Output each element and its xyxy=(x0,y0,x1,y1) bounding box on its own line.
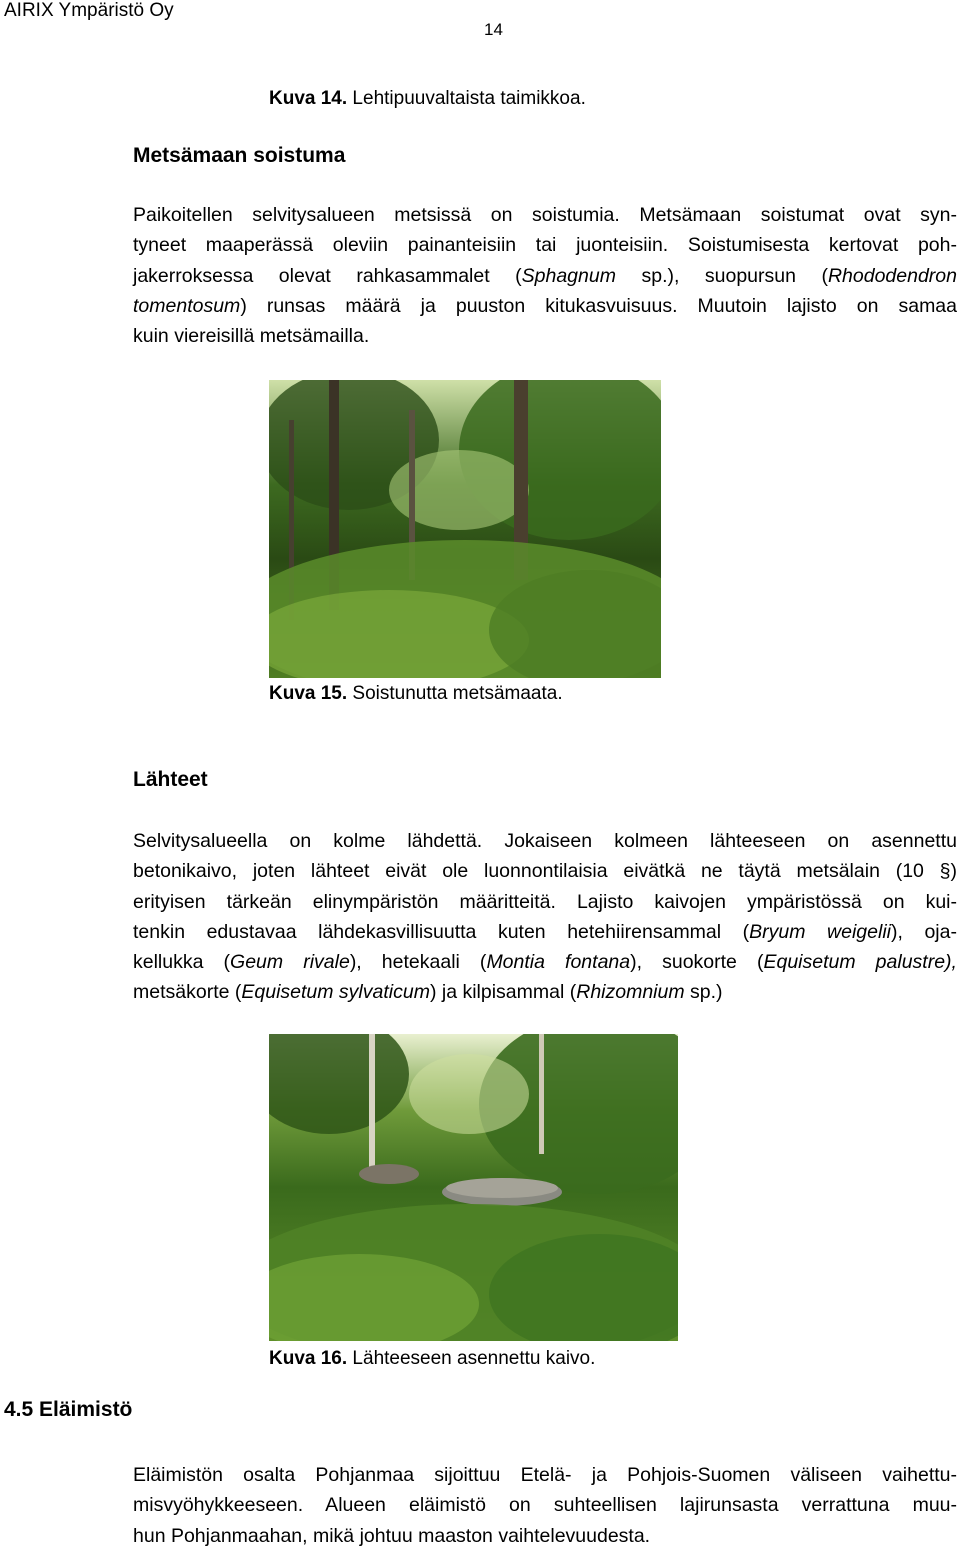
species-name: Rhizomnium xyxy=(576,981,685,1004)
figure-15-label: Kuva 15. xyxy=(269,683,348,704)
text-run: ), oja- xyxy=(891,920,957,943)
species-name: Montia fontana xyxy=(486,951,631,974)
text-run: tyneet maaperässä oleviin painanteisiin tai juonteisiin. Soistumisesta kertovat poh- xyxy=(133,234,957,257)
figure-16-label: Kuva 16. xyxy=(269,1348,348,1369)
photo-forest-bog xyxy=(269,380,661,678)
header-company: AIRIX Ympäristö Oy xyxy=(4,0,174,21)
section-heading-soistuma: Metsämaan soistuma xyxy=(133,144,346,167)
page-number: 14 xyxy=(484,20,503,39)
paragraph-line xyxy=(133,947,957,977)
species-name: Sphagnum xyxy=(521,264,616,287)
figure-14-text: Lehtipuuvaltaista taimikkoa. xyxy=(347,88,586,109)
paragraph-line xyxy=(133,1460,957,1490)
text-run: hun Pohjanmaahan, mikä johtuu maaston vaihtelevuudesta. xyxy=(133,1524,651,1547)
paragraph-line xyxy=(133,917,957,947)
paragraph-elaimisto xyxy=(133,1460,957,1551)
paragraph-line xyxy=(133,321,957,351)
paragraph-lahteet xyxy=(133,826,957,1008)
text-run: ), suokorte ( xyxy=(630,951,764,974)
paragraph-line xyxy=(133,261,957,291)
species-name: Bryum weigelii xyxy=(749,920,891,943)
text-run: tenkin edustavaa lähdekasvillisuutta kuten hetehiirensammal ( xyxy=(133,920,750,943)
text-run: betonikaivo, joten lähteet eivät ole luonnontilaisia eivätkä ne täytä metsälain (10 §) xyxy=(133,860,957,883)
figure-14-caption xyxy=(269,88,586,110)
species-name: Rhododendron xyxy=(827,264,957,287)
text-run: kuin viereisillä metsämailla. xyxy=(133,325,370,348)
paragraph-soistuma xyxy=(133,200,957,351)
paragraph-line xyxy=(133,291,957,321)
section-heading-elaimisto: 4.5 Eläimistö xyxy=(4,1398,133,1421)
species-name: Equisetum sylvaticum xyxy=(241,981,430,1004)
text-run: ) runsas määrä ja puuston kitukasvuisuus. Muutoin lajisto on samaa xyxy=(240,294,957,317)
paragraph-line xyxy=(133,856,957,886)
section-heading-lahteet: Lähteet xyxy=(133,768,208,791)
figure-15-text: Soistunutta metsämaata. xyxy=(347,683,563,704)
paragraph-line xyxy=(133,200,957,230)
text-run: Paikoitellen selvitysalueen metsissä on soistumia. Metsämaan soistumat ovat syn- xyxy=(133,204,957,226)
paragraph-line xyxy=(133,1521,957,1551)
figure-14-label: Kuva 14. xyxy=(269,88,348,109)
paragraph-line xyxy=(133,977,957,1007)
text-run: erityisen tärkeän elinympäristön määritteitä. Lajisto kaivojen ympäristössä on kui- xyxy=(133,890,957,913)
paragraph-line xyxy=(133,1490,957,1520)
text-run: ) ja kilpisammal ( xyxy=(429,981,577,1004)
text-run: kellukka ( xyxy=(133,951,231,974)
species-name: Geum rivale xyxy=(230,951,350,974)
figure-16-text: Lähteeseen asennettu kaivo. xyxy=(347,1348,596,1369)
species-name: Equisetum palustre), xyxy=(763,951,957,974)
photo-spring-well xyxy=(269,1034,678,1341)
text-run: ), hetekaali ( xyxy=(349,951,487,974)
paragraph-line xyxy=(133,230,957,260)
figure-15-caption xyxy=(269,683,563,705)
text-run: sp.) xyxy=(684,981,723,1004)
text-run: misvyöhykkeeseen. Alueen eläimistö on suhteellisen lajirunsasta verrattuna muu- xyxy=(133,1494,957,1517)
text-run: Eläimistön osalta Pohjanmaa sijoittuu Etelä- ja Pohjois-Suomen väliseen vaihettu- xyxy=(133,1464,957,1486)
species-name: tomentosum xyxy=(133,294,241,317)
text-run: sp.), suopursun ( xyxy=(615,264,828,287)
paragraph-line xyxy=(133,826,957,856)
figure-16-caption xyxy=(269,1348,595,1370)
text-run: jakerroksessa olevat rahkasammalet ( xyxy=(133,264,522,287)
text-run: Selvitysalueella on kolme lähdettä. Jokaiseen kolmeen lähteeseen on asennettu xyxy=(133,830,957,852)
paragraph-line xyxy=(133,887,957,917)
text-run: metsäkorte ( xyxy=(133,981,242,1004)
